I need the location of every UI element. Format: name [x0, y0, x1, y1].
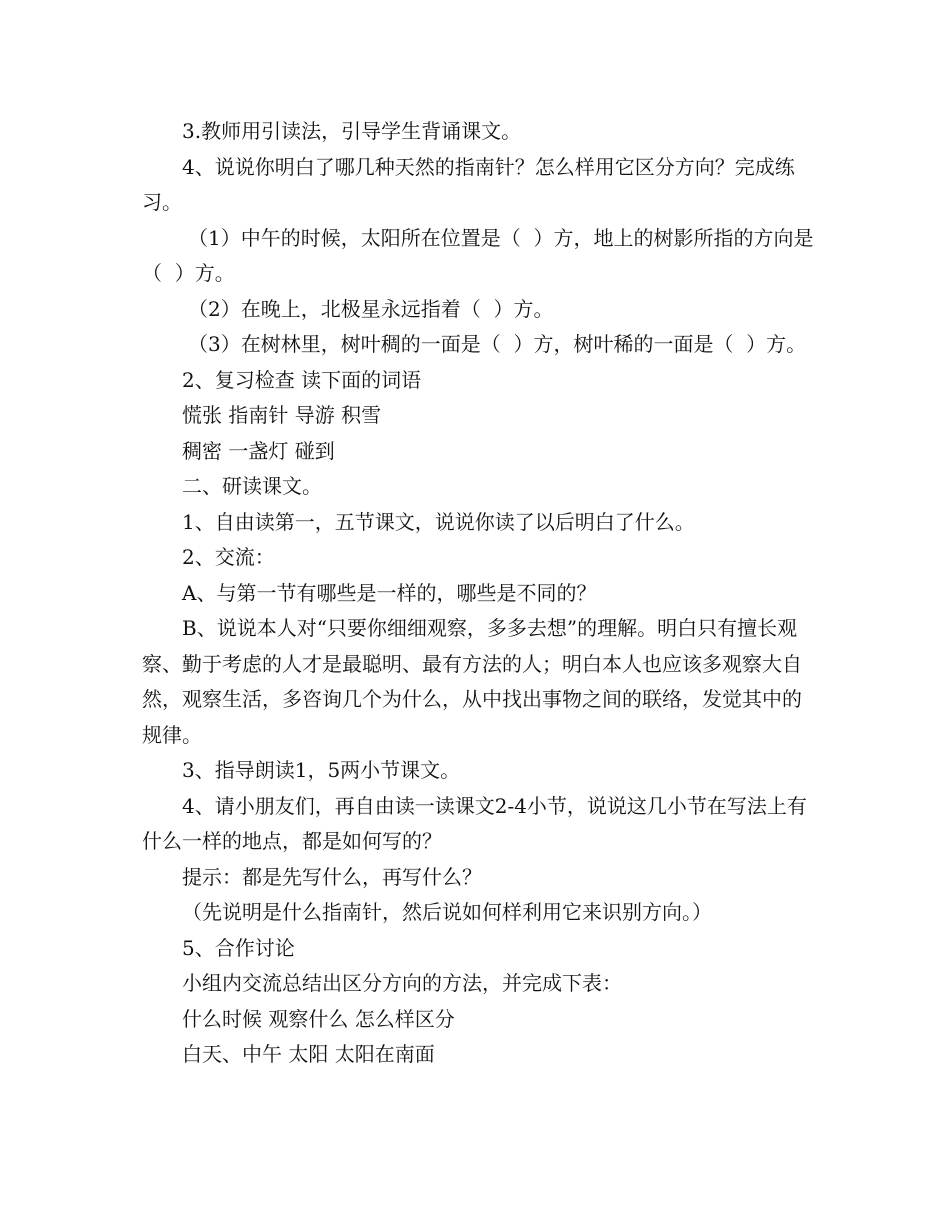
- paragraph-group-summary: 小组内交流总结出区分方向的方法，并完成下表：: [182, 971, 622, 995]
- vocabulary-line-1: 慌张 指南针 导游 积雪: [182, 403, 382, 427]
- table-row-line: 白天、中午 太阳 太阳在南面: [182, 1042, 435, 1066]
- paragraph-item-b: B、说说本人对“只要你细细观察，多多去想”的理解。明白只有擅长观察、勤于考虑的人才是最聪明、最有方法的人；明白本人也应该多观察大自然，观察生活，多咨询几个为什么，从中找出事物之间的联络，发觉其中的规律。: [142, 616, 802, 747]
- table-header-line: 什么时候 观察什么 怎么样区分: [182, 1006, 455, 1031]
- section-heading-study: 二、研读课文。: [182, 474, 322, 498]
- paragraph-free-reading: 1、自由读第一，五节课文，说说你读了以后明白了什么。: [182, 509, 695, 534]
- paragraph-review-heading: 2、复习检查 读下面的词语: [182, 367, 422, 392]
- document-body: [142, 114, 814, 1073]
- exercise-item-3: （3）在树林里，树叶稠的一面是（ ）方，树叶稀的一面是（ ）方。: [188, 332, 807, 356]
- paragraph-compass-question: 4、说说你明白了哪几种天然的指南针？怎么样用它区分方向？完成练习。: [142, 154, 795, 214]
- exercise-item-2: （2）在晚上，北极星永远指着（ ）方。: [188, 296, 554, 321]
- paragraph-guided-reading: 3、指导朗读1，5两小节课文。: [182, 758, 461, 782]
- exercise-item-1: （1）中午的时候，太阳所在位置是（ ）方，地上的树影所指的方向是（ ）方。: [142, 225, 814, 285]
- paragraph-item-a: A、与第一节有哪些是一样的，哪些是不同的？: [182, 580, 597, 605]
- vocabulary-line-2: 稠密 一盏灯 碰到: [182, 438, 335, 463]
- paragraph-reread: 4、请小朋友们，再自由读一读课文2-4小节，说说这几小节在写法上有什么一样的地点，都是如何写的？: [142, 793, 807, 853]
- paragraph-recite: 3.教师用引读法，引导学生背诵课文。: [182, 119, 522, 143]
- paragraph-hint: 提示：都是先写什么，再写什么？: [182, 864, 482, 889]
- paragraph-exchange: 2、交流：: [182, 545, 275, 569]
- paragraph-discussion: 5、合作讨论: [182, 935, 295, 960]
- paragraph-hint-detail: （先说明是什么指南针，然后说如何样利用它来识别方向。）: [182, 900, 712, 924]
